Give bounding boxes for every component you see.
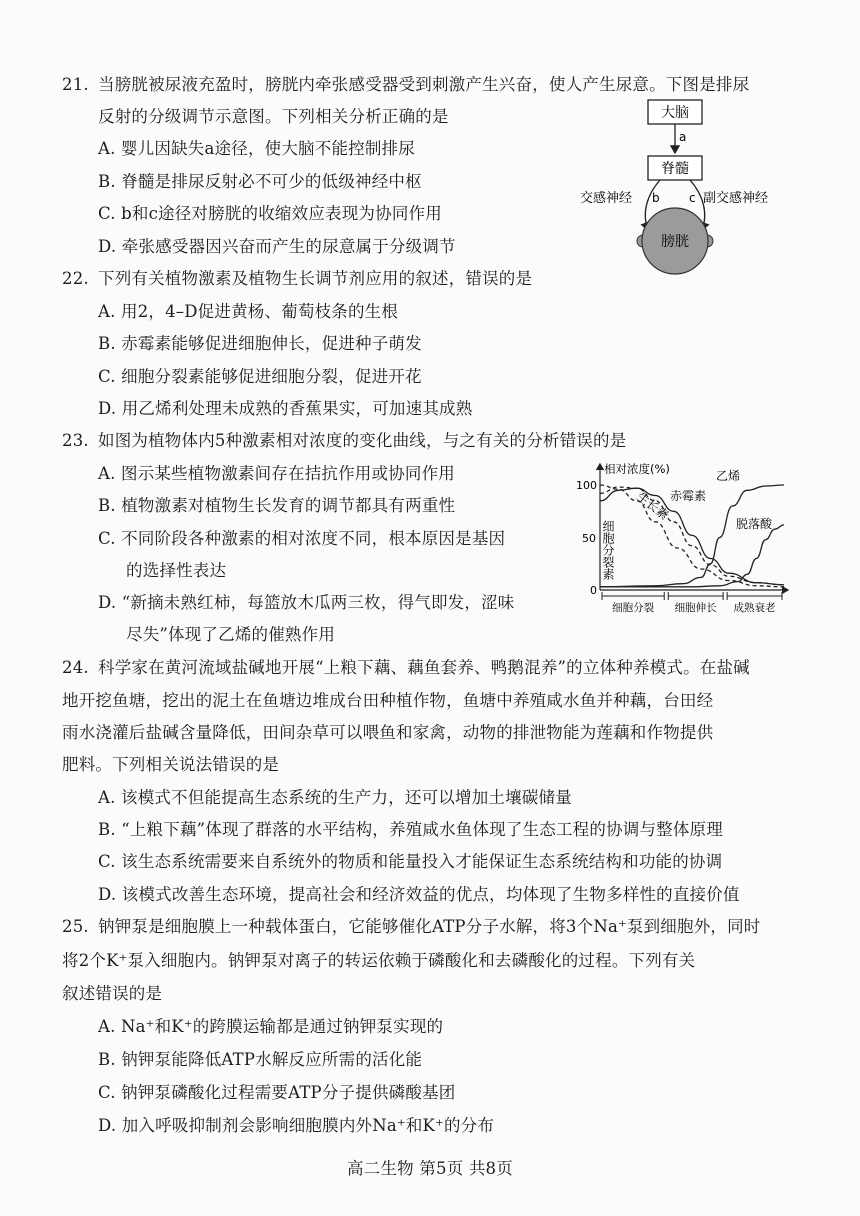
stage-label-2: 成熟衰老 xyxy=(733,602,776,614)
series-line-4 xyxy=(600,525,784,587)
label-ethylene: 乙烯 xyxy=(716,469,741,483)
q23-option-a: A. 图示某些植物激素间存在拮抗作用或协同作用 xyxy=(98,464,456,483)
path-c-label: c xyxy=(689,191,696,205)
reflex-diagram xyxy=(570,96,800,276)
q24-option-a: A. 该模式不但能提高生态系统的生产力，还可以增加土壤碳储量 xyxy=(98,788,572,807)
y-tick-50: 50 xyxy=(582,532,596,545)
q21-option-a: A. 婴儿因缺失a途径，使大脑不能控制排尿 xyxy=(98,139,415,158)
q22-option-c: C. 细胞分裂素能够促进细胞分裂，促进开花 xyxy=(98,367,422,386)
q23-option-c-line2: 的选择性表达 xyxy=(126,561,227,580)
q21-option-d: D. 牵张感受器因兴奋而产生的尿意属于分级调节 xyxy=(98,237,456,256)
q24-option-c: C. 该生态系统需要来自系统外的物质和能量投入才能保证生态系统结构和功能的协调 xyxy=(98,852,723,871)
q23-option-d-line1: D. “新摘未熟红柿，每篮放木瓜两三枚，得气即发，涩味 xyxy=(98,593,515,612)
q25-number: 25. xyxy=(62,917,89,936)
hormone-chart xyxy=(566,458,806,618)
q23-option-c-line1: C. 不同阶段各种激素的相对浓度不同，根本原因是基因 xyxy=(98,529,506,548)
spine-label: 脊髓 xyxy=(661,161,689,177)
y-axis-label: 相对浓度(%) xyxy=(604,462,670,476)
q23-stem: 如图为植物体内5种激素相对浓度的变化曲线，与之有关的分析错误的是 xyxy=(98,431,627,450)
q22-option-b: B. 赤霉素能够促进细胞伸长，促进种子萌发 xyxy=(98,334,422,353)
label-auxin: 生长素 xyxy=(634,489,672,523)
y-tick-0: 0 xyxy=(590,584,597,597)
brain-label: 大脑 xyxy=(661,105,689,121)
q22-stem: 下列有关植物激素及植物生长调节剂应用的叙述，错误的是 xyxy=(98,269,533,288)
q25-stem-line3: 叙述错误的是 xyxy=(62,984,163,1003)
page-footer: 高二生物 第5页 共8页 xyxy=(347,1159,513,1178)
path-a-label: a xyxy=(679,130,687,144)
q21-number: 21. xyxy=(62,75,89,94)
sympathetic-label: 交感神经 xyxy=(580,191,633,206)
q24-stem-line1: 科学家在黄河流域盐碱地开展“上粮下藕、藕鱼套养、鸭鹅混养”的立体种养模式。在盐碱 xyxy=(98,658,750,677)
stage-label-1: 细胞伸长 xyxy=(674,602,717,614)
q24-option-d: D. 该模式改善生态环境，提高社会和经济效益的优点，均体现了生物多样性的直接价值 xyxy=(98,885,740,904)
q24-stem-line3: 雨水浇灌后盐碱含量降低，田间杂草可以喂鱼和家禽，动物的排泄物能为莲藕和作物提供 xyxy=(62,723,714,742)
q21-option-c: C. b和c途径对膀胱的收缩效应表现为协同作用 xyxy=(98,204,442,223)
q24-number: 24. xyxy=(62,658,89,677)
q23-option-b: B. 植物激素对植物生长发育的调节都具有两重性 xyxy=(98,496,456,515)
q25-option-d: D. 加入呼吸抑制剂会影响细胞膜内外Na⁺和K⁺的分布 xyxy=(98,1116,495,1135)
label-abscisic: 脱落酸 xyxy=(736,517,773,531)
q25-option-b: B. 钠钾泵能降低ATP水解反应所需的活化能 xyxy=(98,1050,423,1069)
parasympathetic-label: 副交感神经 xyxy=(703,191,769,206)
q25-option-c: C. 钠钾泵磷酸化过程需要ATP分子提供磷酸基团 xyxy=(98,1083,456,1102)
q24-stem-line2: 地开挖鱼塘，挖出的泥土在鱼塘边堆成台田种植作物，鱼塘中养殖咸水鱼并种藕，台田经 xyxy=(62,691,714,710)
label-cytokinin: 细胞分裂素 xyxy=(601,520,615,580)
bladder-label: 膀胱 xyxy=(661,234,689,250)
q25-option-a: A. Na⁺和K⁺的跨膜运输都是通过钠钾泵实现的 xyxy=(98,1017,444,1036)
q24-option-b: B. “上粮下藕”体现了群落的水平结构，养殖咸水鱼体现了生态工程的协调与整体原理 xyxy=(98,820,723,839)
q25-stem-line1: 钠钾泵是细胞膜上一种载体蛋白，它能够催化ATP分子水解，将3个Na⁺泵到细胞外，同时 xyxy=(98,917,761,936)
q22-number: 22. xyxy=(62,269,89,288)
path-b-label: b xyxy=(652,191,660,205)
q23-option-d-line2: 尽失”体现了乙烯的催熟作用 xyxy=(126,625,336,644)
q21-option-b: B. 脊髓是排尿反射必不可少的低级神经中枢 xyxy=(98,172,422,191)
stage-label-0: 细胞分裂 xyxy=(612,602,655,614)
q23-number: 23. xyxy=(62,431,89,450)
q21-stem-line2: 反射的分级调节示意图。下列相关分析正确的是 xyxy=(98,107,449,126)
q22-option-d: D. 用乙烯利处理未成熟的香蕉果实，可加速其成熟 xyxy=(98,399,473,418)
label-gibberellin: 赤霉素 xyxy=(670,489,707,503)
q25-stem-line2: 将2个K⁺泵入细胞内。钠钾泵对离子的转运依赖于磷酸化和去磷酸化的过程。下列有关 xyxy=(62,951,696,970)
q21-stem-line1: 当膀胱被尿液充盈时，膀胱内牵张感受器受到刺激产生兴奋，使人产生尿意。下图是排尿 xyxy=(98,75,750,94)
y-tick-100: 100 xyxy=(576,479,597,492)
q22-option-a: A. 用2，4–D促进黄杨、葡萄枝条的生根 xyxy=(98,302,399,321)
q24-stem-line4: 肥料。下列相关说法错误的是 xyxy=(62,755,280,774)
